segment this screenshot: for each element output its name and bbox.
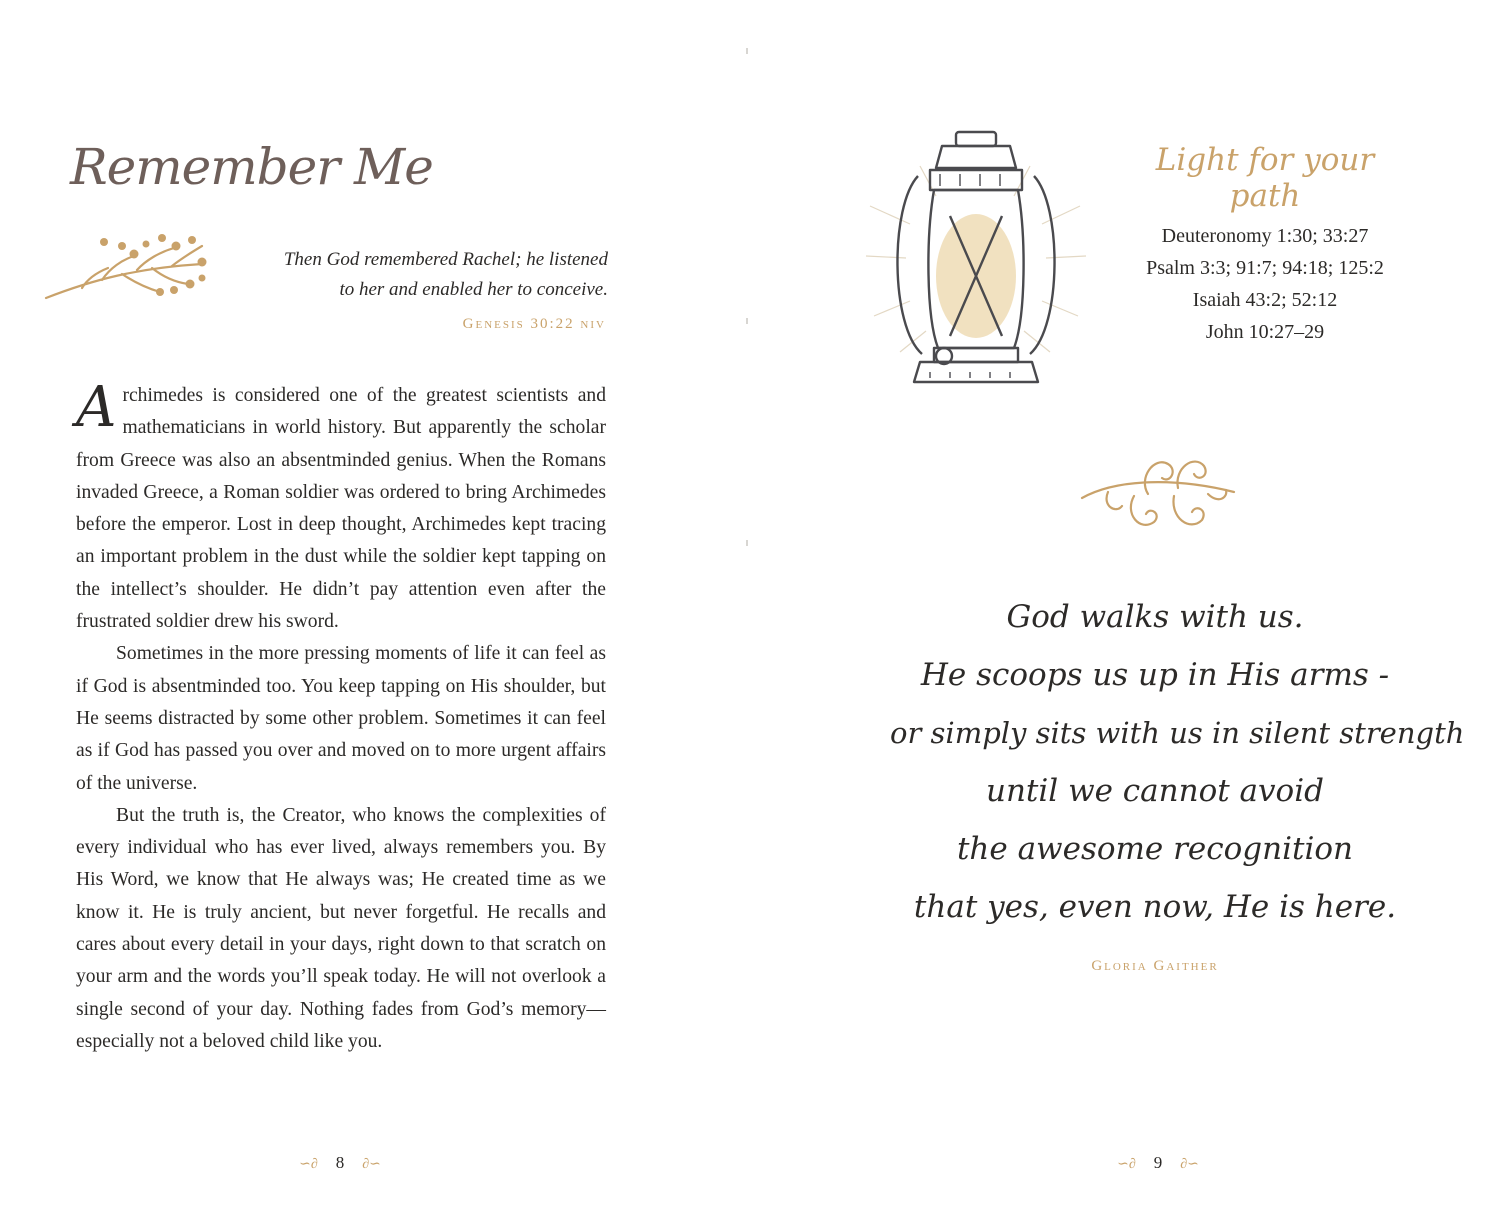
quote-line: the awesome recognition bbox=[956, 831, 1354, 867]
quote-line: He scoops us up in His arms - bbox=[920, 657, 1390, 693]
page-number: 8 bbox=[335, 1153, 345, 1172]
body-paragraph: But the truth is, the Creator, who knows the complexities of every individual who has ever lived, always remembers you. By His Word, we know that He always was; He created time as we know it. He is truly ancient, but never forgetful. He recalls and cares about every detail in your days, right down to that scratch on your arm and the words you’ll speak today. He will not overlook a single second of your day. Nothing fades from God’s memory—especially not a beloved child like you. bbox=[76, 804, 606, 1052]
quote-line: or simply sits with us in silent strength bbox=[890, 716, 1465, 750]
berry-sprig-icon bbox=[42, 228, 212, 308]
epigraph-verse bbox=[220, 245, 608, 305]
reference-line: Isaiah 43:2; 52:12 bbox=[1192, 289, 1338, 311]
reference-line: John 10:27–29 bbox=[1205, 321, 1325, 343]
drop-cap: A bbox=[76, 375, 117, 440]
quote-line: until we cannot avoid bbox=[986, 773, 1324, 809]
quote bbox=[890, 588, 1465, 936]
body-paragraph bbox=[76, 375, 606, 638]
verse-line: Then God remembered Rachel; he listened bbox=[283, 249, 608, 270]
lantern-icon bbox=[860, 126, 1090, 396]
reference-line: Deuteronomy 1:30; 33:27 bbox=[1161, 225, 1369, 247]
quote-line: that yes, even now, He is here. bbox=[913, 889, 1397, 925]
right-page bbox=[750, 0, 1500, 1227]
swirl-flourish-icon bbox=[1078, 448, 1238, 538]
body-text bbox=[76, 375, 606, 1058]
verse-line: to her and enabled her to conceive. bbox=[339, 279, 608, 300]
body-paragraph: Sometimes in the more pressing moments of life it can feel as if God is absentminded too. You keep tapping on His shoulder, but He seems distracted by some other problem. Sometimes it can feel as if God has passed you over and moved on to more urgent affairs of the universe. bbox=[76, 643, 606, 794]
scripture-references bbox=[1120, 220, 1410, 348]
page-number-left bbox=[240, 1153, 440, 1173]
quote-line: God walks with us. bbox=[1006, 599, 1304, 635]
reference-line: Psalm 3:3; 91:7; 94:18; 125:2 bbox=[1146, 257, 1384, 279]
folio-ornament-icon: ∽∂ bbox=[299, 1157, 318, 1172]
folio-ornament-icon: ∂∽ bbox=[362, 1157, 381, 1172]
page-number: 9 bbox=[1153, 1153, 1163, 1172]
folio-ornament-icon: ∽∂ bbox=[1117, 1157, 1136, 1172]
verse-reference: Genesis 30:22 niv bbox=[462, 316, 606, 332]
paragraph-text: rchimedes is considered one of the greatest scientists and mathematicians in world history. But apparently the scholar from Greece was also an absentminded genius. When the Romans invaded Greece, a Roman soldier was ordered to bring Archimedes before the emperor. Lost in deep thought, Archimedes kept tracing an important problem in the dust while the soldier kept tapping on the intellect’s shoulder. He didn’t pay attention even after the frustrated soldier drew his sword. bbox=[76, 385, 606, 633]
section-heading: Light for your path bbox=[1155, 142, 1375, 214]
page-title: Remember Me bbox=[70, 138, 433, 196]
page-number-right bbox=[1058, 1153, 1258, 1173]
folio-ornament-icon: ∂∽ bbox=[1180, 1157, 1199, 1172]
quote-author: Gloria Gaither bbox=[1091, 958, 1219, 974]
